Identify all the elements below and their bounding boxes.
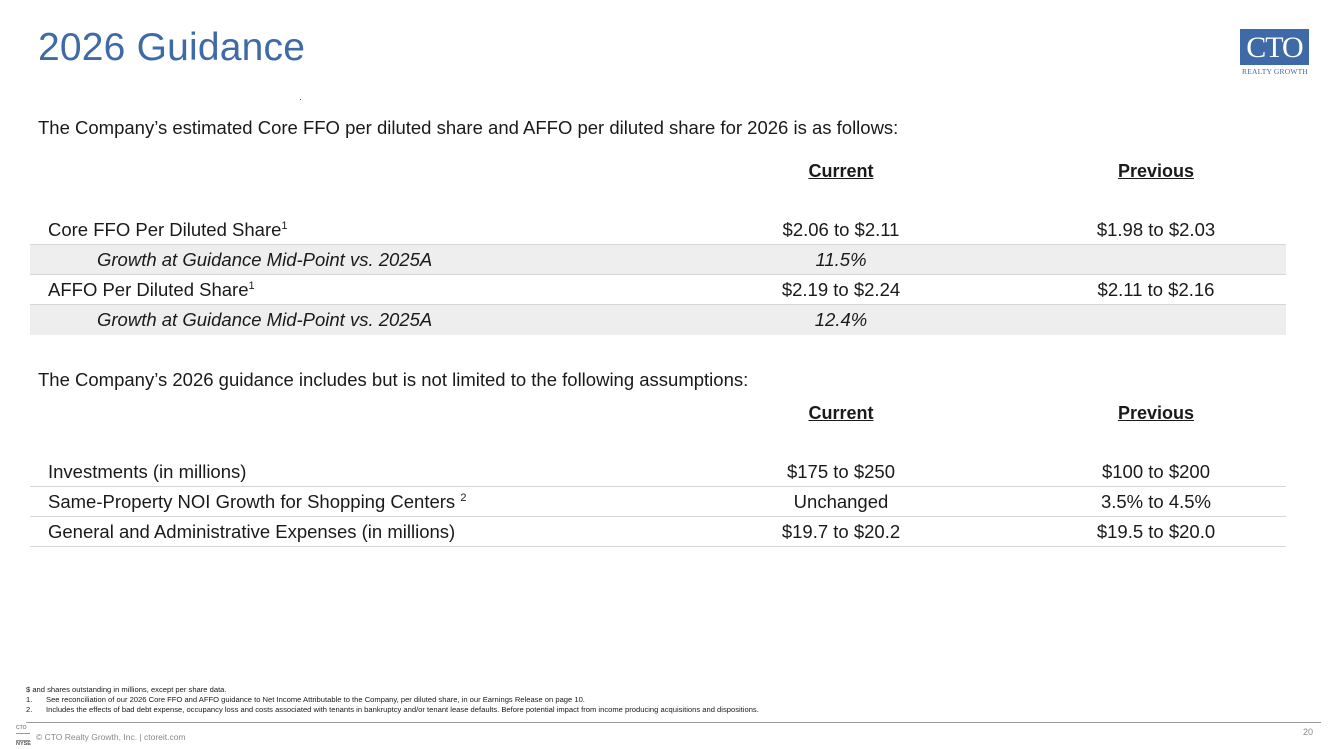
row-previous-value: $1.98 to $2.03 [1096, 219, 1216, 240]
row-label [48, 219, 288, 241]
footnote-text: See reconciliation of our 2026 Core FFO and AFFO guidance to Net Income Attributable to the Company, per diluted share, in our Earnings Release on page 10. [46, 695, 585, 704]
logo-tagline: REALTY GROWTH [1242, 67, 1308, 76]
footnotes [26, 685, 759, 715]
footer-logo-mark: CTO [16, 725, 27, 731]
row-label-text: Same-Property NOI Growth for Shopping Centers [48, 491, 461, 512]
row-label: Growth at Guidance Mid-Point vs. 2025A [97, 249, 433, 270]
section1-table [30, 215, 1286, 335]
row-current-value: $19.7 to $20.2 [781, 521, 901, 542]
page-title: 2026 Guidance [38, 26, 306, 69]
table-row [30, 305, 1286, 335]
row-current-value: $2.19 to $2.24 [781, 279, 901, 300]
row-current-value: 12.4% [814, 309, 868, 330]
row-label: Growth at Guidance Mid-Point vs. 2025A [97, 309, 433, 330]
footnote-ref: 1 [281, 219, 288, 232]
section2-previous-header: Previous [1117, 403, 1195, 423]
table-row [30, 245, 1286, 275]
footnote-intro: $ and shares outstanding in millions, except per share data. [26, 685, 227, 694]
section1-previous-header: Previous [1117, 161, 1195, 181]
footnote-ref: 2 [460, 491, 467, 504]
footnote-item [26, 705, 759, 715]
page-number: 20 [1302, 727, 1313, 737]
footer-logo [16, 726, 34, 747]
row-current-value: Unchanged [793, 491, 889, 512]
row-label-text: AFFO Per Diluted Share [48, 279, 249, 300]
row-previous-value: $100 to $200 [1101, 461, 1211, 482]
footer-copyright: © CTO Realty Growth, Inc. | ctoreit.com [36, 732, 186, 742]
table-row [30, 275, 1286, 305]
row-previous-value: $19.5 to $20.0 [1096, 521, 1216, 542]
table-row [30, 457, 1286, 487]
section2-table [30, 457, 1286, 547]
row-current-value: $2.06 to $2.11 [782, 219, 900, 240]
footer-exchange: NYSE [16, 740, 31, 747]
table-row [30, 487, 1286, 517]
logo-mark: CTO [1240, 29, 1309, 65]
footnote-ref: 1 [248, 279, 255, 292]
section2-intro: The Company’s 2026 guidance includes but is not limited to the following assumptions: [38, 369, 749, 390]
company-logo [1240, 29, 1310, 79]
row-previous-value: $2.11 to $2.16 [1097, 279, 1215, 300]
footnote-number: 1. [26, 695, 33, 704]
section1-current-header: Current [808, 161, 874, 181]
footnote-item [26, 695, 759, 705]
row-current-value: 11.5% [815, 249, 867, 270]
row-label [48, 491, 466, 513]
footnote-number: 2. [26, 705, 33, 714]
stray-mark [300, 99, 301, 100]
row-label: General and Administrative Expenses (in millions) [48, 521, 456, 542]
row-previous-value: 3.5% to 4.5% [1100, 491, 1212, 512]
section1-intro: The Company’s estimated Core FFO per diluted share and AFFO per diluted share for 2026 is as follows: [38, 117, 899, 138]
row-current-value: $175 to $250 [786, 461, 896, 482]
table-row [30, 215, 1286, 245]
table-row [30, 517, 1286, 547]
section2-current-header: Current [808, 403, 874, 423]
row-label-text: Core FFO Per Diluted Share [48, 219, 282, 240]
footer-divider [26, 722, 1321, 723]
footer-logo-lines [16, 733, 30, 741]
footnote-text: Includes the effects of bad debt expense, occupancy loss and costs associated with tenants in bankruptcy and/or tenant lease defaults. Before potential impact from income producing acquisitions and dispositions. [46, 705, 759, 714]
row-label [48, 279, 255, 301]
row-label: Investments (in millions) [48, 461, 247, 482]
